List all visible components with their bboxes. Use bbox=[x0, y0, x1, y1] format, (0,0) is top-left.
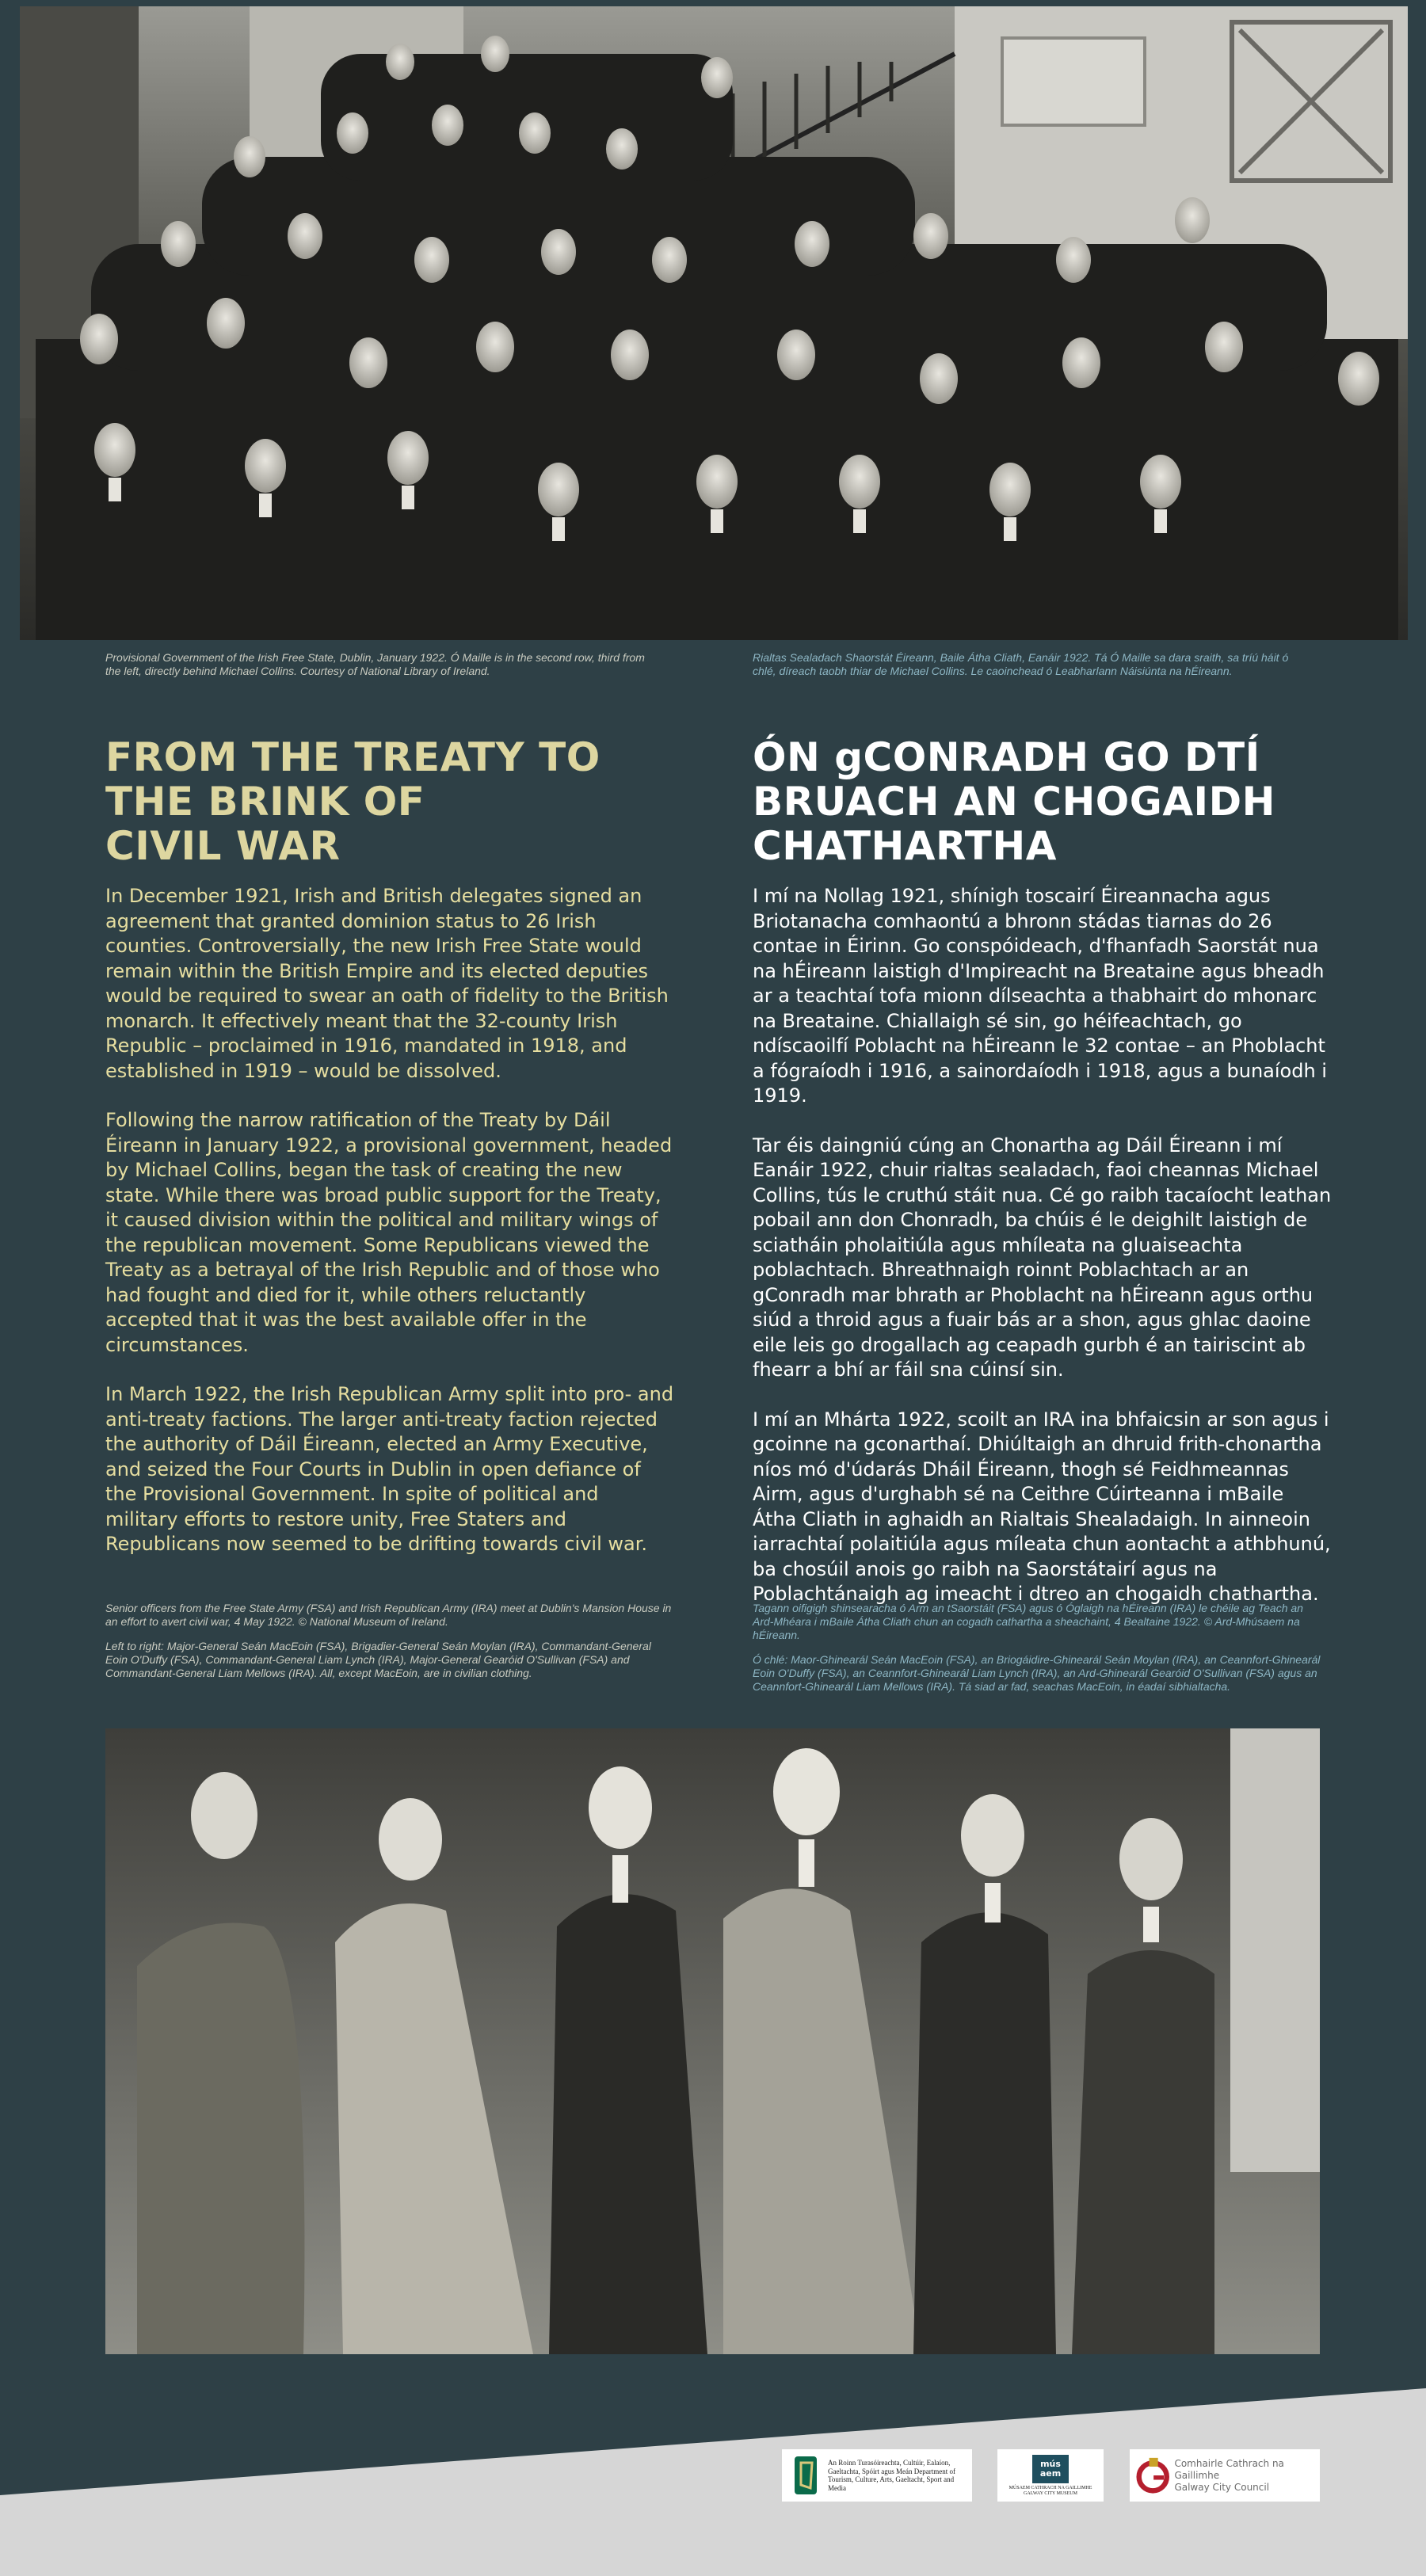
top-photo-caption-irish: Rialtas Sealadach Shaorstát Éireann, Baile Átha Cliath, Eanáir 1922. Tá Ó Maille sa dara sraith, sa tríú háit ó chlé, díreach taobh thiar de Michael Collins. Le caoinchead ó Leabharlann Náisiúnta na hÉireann. bbox=[753, 651, 1289, 677]
council-name-english: Galway City Council bbox=[1174, 2481, 1270, 2493]
english-heading-line-3: CIVIL WAR bbox=[105, 823, 341, 869]
department-logo bbox=[782, 2449, 972, 2502]
irish-heading-line-2: BRUACH AN CHOGAIDH bbox=[753, 779, 1276, 825]
bottom-caption-english-line-1: Senior officers from the Free State Army (FSA) and Irish Republican Army (IRA) meet at Dublin's Mansion House in an effort to avert civil war, 4 May 1922. © National Museum of Ireland. bbox=[105, 1602, 672, 1628]
department-logo-text: An Roinn Turasóireachta, Cultúir, Ealaíon, Gaeltachta, Spóirt agus Meán Department of Tourism, Culture, Arts, Gaeltacht, Sport and Media bbox=[828, 2459, 955, 2492]
english-paragraph: In December 1921, Irish and British delegates signed an agreement that granted dominion status to 26 Irish counties. Controversially, the new Irish Free State would remain within the British Empire and its elected deputies would be required to swear an oath of fidelity to the British monarch. It effectively meant that the 32-county Irish Republic – proclaimed in 1916, mandated in 1918, and established in 1919 – would be dissolved. bbox=[105, 885, 669, 1082]
irish-heading-line-3: CHATHARTHA bbox=[753, 823, 1057, 869]
top-photo-caption-english: Provisional Government of the Irish Free State, Dublin, January 1922. Ó Maille is in the second row, third from the left, directly behind Michael Collins. Courtesy of National Library of Ireland. bbox=[105, 651, 645, 677]
irish-heading-line-1: ÓN gCONRADH GO DTÍ bbox=[753, 734, 1260, 780]
irish-paragraph: Tar éis daingniú cúng an Chonartha ag Dáil Éireann i mí Eanáir 1922, chuir rialtas sealadach, faoi cheannas Michael Collins, tús le cruthú stáit nua. Cé go raibh tacaíocht leathan pobail ann don Chonradh, ba chúis é le deighilt laistigh de sciatháin pholaitiúla agus mhíleata na gluaiseachta poblachtach. Bhreathnaigh roinnt Poblachtach ar an gConradh mar bhrath ar Phoblacht na hÉireann agus orthu siúd a throid agus a fuair bás ar a shon, agus ghlac daoine eile leis go drogallach ag ceapadh gurbh é an tairiscint ab fhearr a bhí ar fáil sna cúinsí sin. bbox=[753, 1134, 1332, 1381]
irish-paragraph: I mí na Nollag 1921, shínigh toscairí Éireannacha agus Briotanacha comhaontú a bhronn stádas tiarnas do 26 contae in Éirinn. Go conspóideach, d'fhanfadh Saorstát nua na hÉireann laistigh d'Impireacht na Breataine agus bheadh ar a teachtaí tofa mionn dílseachta a thabhairt do mhonarc na Breataine. Chiallaigh sé sin, go héifeachtach, go ndíscaoilfí Poblacht na hÉireann le 32 contae – an Phoblacht a fógraíodh i 1916, a sainordaíodh i 1918, agus a bunaíodh i 1919. bbox=[753, 885, 1327, 1107]
museum-logo-mark: mús aem bbox=[1032, 2455, 1069, 2483]
bottom-caption-irish-line-1: Tagann oifigigh shinsearacha ó Arm an tSaorstáit (FSA) agus ó Óglaigh na hÉireann (IRA) le chéile ag Teach an Ard-Mhéara i mBaile Átha Cliath chun an cogadh cathartha a sheachaint, 4 Bealtaine 1922. © Ard-Mhúsaem na hÉireann. bbox=[753, 1602, 1303, 1641]
galway-city-museum-logo bbox=[997, 2449, 1104, 2502]
council-crest-icon bbox=[1136, 2453, 1169, 2498]
irish-paragraph: I mí an Mhárta 1922, scoilt an IRA ina bhfaicsin ar son agus i gcoinne na gconarthaí. Dhiúltaigh an dhruid frith-chonartha níos mó d'údarás Dháil Éireann, thogh sé Feidhmeannas Airm, agus d'urghabh sé na Ceithre Cúirteanna i mBaile Átha Cliath in aghaidh an Rialtais Shealadaigh. In ainneoin iarrachtaí polaitiúla agus míleata chun aontacht a athbhunú, ba chosúil anois go raibh na Saorstátairí agus na Poblachtánaigh ag imeacht i dtreo an chogaidh chathartha. bbox=[753, 1408, 1331, 1605]
english-heading-line-1: FROM THE TREATY TO bbox=[105, 734, 601, 780]
council-name-irish: Comhairle Cathrach na Gaillimhe bbox=[1174, 2457, 1284, 2481]
galway-city-council-logo bbox=[1130, 2449, 1320, 2502]
harp-icon bbox=[790, 2453, 822, 2498]
museum-logo-text: MÚSAEM CATHRACH NA GAILLIMHE GALWAY CITY MUSEUM bbox=[1008, 2485, 1092, 2496]
bottom-caption-english-line-2: Left to right: Major-General Seán MacEoin (FSA), Brigadier-General Seán Moylan (IRA), Commandant-General Eoin O'Duffy (FSA), Commandant-General Liam Lynch (IRA), Major-General Gearóid O'Sullivan (FSA) and Commandant-General Liam Mellows (IRA). All, except MacEoin, are in civilian clothing. bbox=[105, 1640, 651, 1679]
english-paragraph: In March 1922, the Irish Republican Army split into pro- and anti-treaty factions. The larger anti-treaty faction rejected the authority of Dáil Éireann, elected an Army Executive, and seized the Four Courts in Dublin in open defiance of the Provisional Government. In spite of political and military efforts to restore unity, Free Staters and Republicans now seemed to be drifting towards civil war. bbox=[105, 1383, 674, 1555]
english-paragraph: Following the narrow ratification of the Treaty by Dáil Éireann in January 1922, a provisional government, headed by Michael Collins, began the task of creating the new state. While there was broad public support for the Treaty, it caused division within the political and military wings of the republican movement. Some Republicans viewed the Treaty as a betrayal of the Irish Republic and of those who had fought and died for it, while others reluctantly accepted that it was the best available offer in the circumstances. bbox=[105, 1109, 673, 1356]
bottom-caption-irish-line-2: Ó chlé: Maor-Ghinearál Seán MacEoin (FSA), an Briogáidire-Ghinearál Seán Moylan (IRA), an Ceannfort-Ghinearál Eoin O'Duffy (FSA), an Ceannfort-Ghinearál Liam Lynch (IRA), an Ard-Ghinearál Gearóid O'Sullivan (FSA) agus an Ceannfort-Ghinearál Liam Mellows (IRA). Tá siad ar fad, seachas MacEoin, in éadaí sibhialtacha. bbox=[753, 1653, 1321, 1693]
council-logo-text bbox=[1174, 2458, 1320, 2494]
english-heading-line-2: THE BRINK OF bbox=[105, 779, 425, 825]
